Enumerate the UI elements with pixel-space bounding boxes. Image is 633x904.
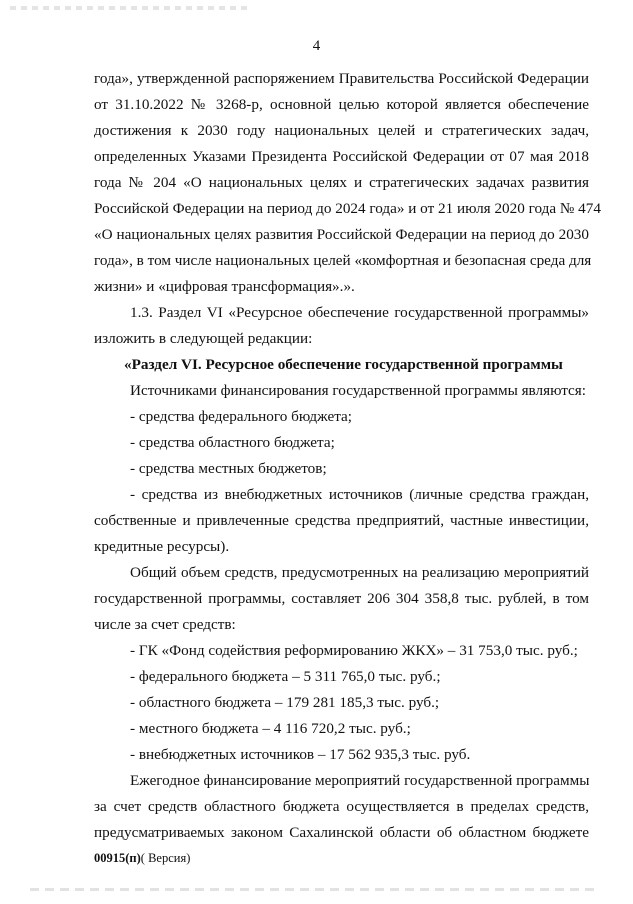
text-line: Российской Федерации на период до 2024 года» и от 21 июля 2020 года № 474	[94, 200, 601, 217]
list-item: - местного бюджета – 4 116 720,2 тыс. руб.;	[130, 720, 411, 737]
text-line: года № 204 «О национальных целях и стратегических задачах развития	[94, 174, 589, 191]
text-line: Ежегодное финансирование мероприятий государственной программы	[130, 772, 590, 789]
text-line: определенных Указами Президента Российской Федерации от 07 мая 2018	[94, 148, 589, 165]
text-line: «О национальных целях развития Российской Федерации на период до 2030	[94, 226, 589, 243]
text-line: Общий объем средств, предусмотренных на реализацию мероприятий	[130, 564, 589, 581]
text-line: за счет средств областного бюджета осуществляется в пределах средств,	[94, 798, 589, 815]
list-item: - средства местных бюджетов;	[130, 460, 327, 477]
text-line: года», утвержденной распоряжением Правительства Российской Федерации	[94, 70, 589, 87]
text-line: 1.3. Раздел VI «Ресурсное обеспечение государственной программы»	[130, 304, 589, 321]
list-item: - областного бюджета – 179 281 185,3 тыс. руб.;	[130, 694, 440, 711]
list-item: - средства областного бюджета;	[130, 434, 335, 451]
list-item: - внебюджетных источников – 17 562 935,3 тыс. руб.	[130, 746, 471, 763]
text-line: достижения к 2030 году национальных целей и стратегических задач,	[94, 122, 589, 139]
list-item: - средства из внебюджетных источников (личные средства граждан,	[130, 486, 589, 503]
text-line: года», в том числе национальных целей «комфортная и безопасная среда для	[94, 252, 592, 269]
document-version: ( Версия)	[140, 851, 191, 865]
text-line: Источниками финансирования государственной программы являются:	[130, 382, 587, 399]
list-item: - ГК «Фонд содействия реформированию ЖКХ» – 31 753,0 тыс. руб.;	[130, 642, 578, 659]
document-code	[94, 851, 190, 866]
list-item: - средства федерального бюджета;	[130, 408, 352, 425]
text-line: изложить в следующей редакции:	[94, 330, 313, 347]
list-item: - федерального бюджета – 5 311 765,0 тыс. руб.;	[130, 668, 441, 685]
page-number: 4	[312, 38, 321, 54]
text-line: государственной программы, составляет 206 304 358,8 тыс. рублей, в том	[94, 590, 589, 607]
text-line: числе за счет средств:	[94, 616, 236, 633]
scan-artifact-bottom	[30, 888, 600, 891]
text-line: собственные и привлеченные средства предприятий, частные инвестиции,	[94, 512, 589, 529]
text-line: предусматриваемых законом Сахалинской области об областном бюджете	[94, 824, 589, 841]
document-code-number: 00915(п)	[94, 851, 141, 865]
scan-artifact-top	[10, 6, 250, 10]
text-line: от 31.10.2022 № 3268-р, основной целью которой является обеспечение	[94, 96, 589, 113]
section-heading: «Раздел VI. Ресурсное обеспечение государственной программы	[124, 356, 563, 373]
text-line: жизни» и «цифровая трансформация».».	[94, 278, 355, 295]
text-line: кредитные ресурсы).	[94, 538, 230, 555]
